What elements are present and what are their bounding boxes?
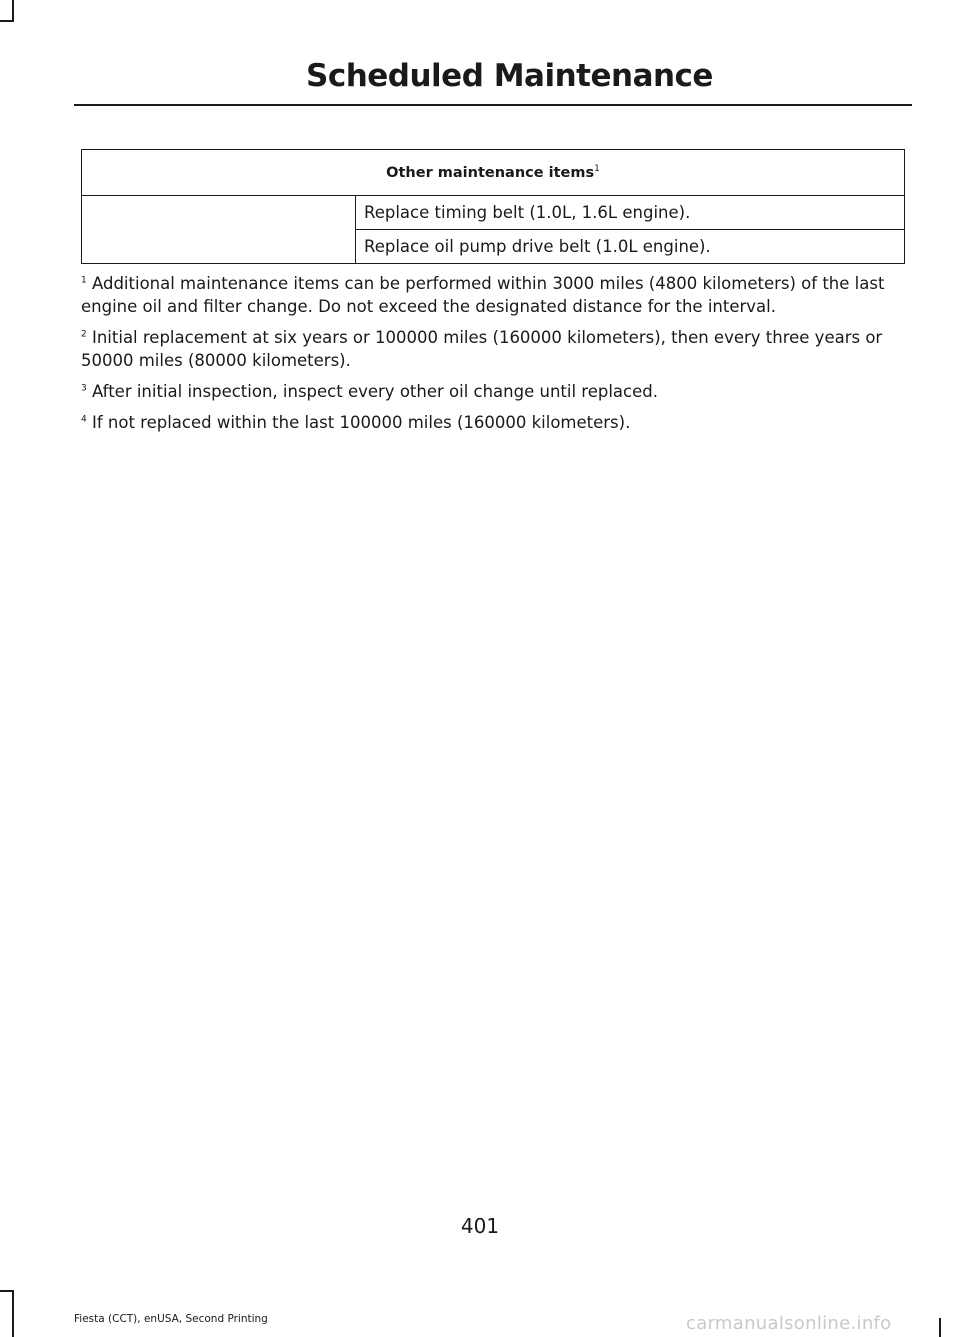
footnotes [81,272,911,442]
crop-mark-bottom-left-vertical [12,1290,14,1337]
footnote-mark: 3 [81,383,87,394]
table-header-row [82,150,905,196]
footnote-mark: 1 [81,275,87,286]
page-title: Scheduled Maintenance [306,58,713,94]
footnote-text: After initial inspection, inspect every other oil change until replaced. [91,382,658,401]
table-item-cell: Replace oil pump drive belt (1.0L engine). [356,230,905,264]
table-item-cell: Replace timing belt (1.0L, 1.6L engine). [356,196,905,230]
crop-mark-top-left-vertical [12,0,14,22]
footnote [81,380,911,403]
footnote-text: If not replaced within the last 100000 miles (160000 kilometers). [91,413,631,432]
table-label-cell [82,196,356,264]
page-number: 401 [460,1214,500,1238]
footnote-text: Additional maintenance items can be performed within 3000 miles (4800 kilometers) of the last engine oil and filter change. Do not exceed the designated distance for the interval. [81,274,885,316]
footnote [81,326,911,372]
crop-mark-top-left-horizontal [0,20,12,22]
footnote-mark: 2 [81,329,87,340]
edition-footer: Fiesta (CCT), enUSA, Second Printing [74,1313,268,1325]
table-heading-text: Other maintenance items [386,164,595,181]
footnote [81,272,911,318]
title-divider [74,104,912,106]
maintenance-table [81,149,905,264]
table-heading-footnote-mark: 1 [594,163,600,174]
footnote [81,411,911,434]
footnote-mark: 4 [81,414,87,425]
crop-mark-bottom-right-vertical [939,1318,941,1337]
watermark: carmanualsonline.info [686,1313,892,1334]
crop-mark-bottom-left-horizontal [0,1290,14,1292]
table-heading [82,150,905,196]
table-row [82,196,905,230]
footnote-text: Initial replacement at six years or 100000 miles (160000 kilometers), then every three years or 50000 miles (80000 kilometers). [81,328,883,370]
